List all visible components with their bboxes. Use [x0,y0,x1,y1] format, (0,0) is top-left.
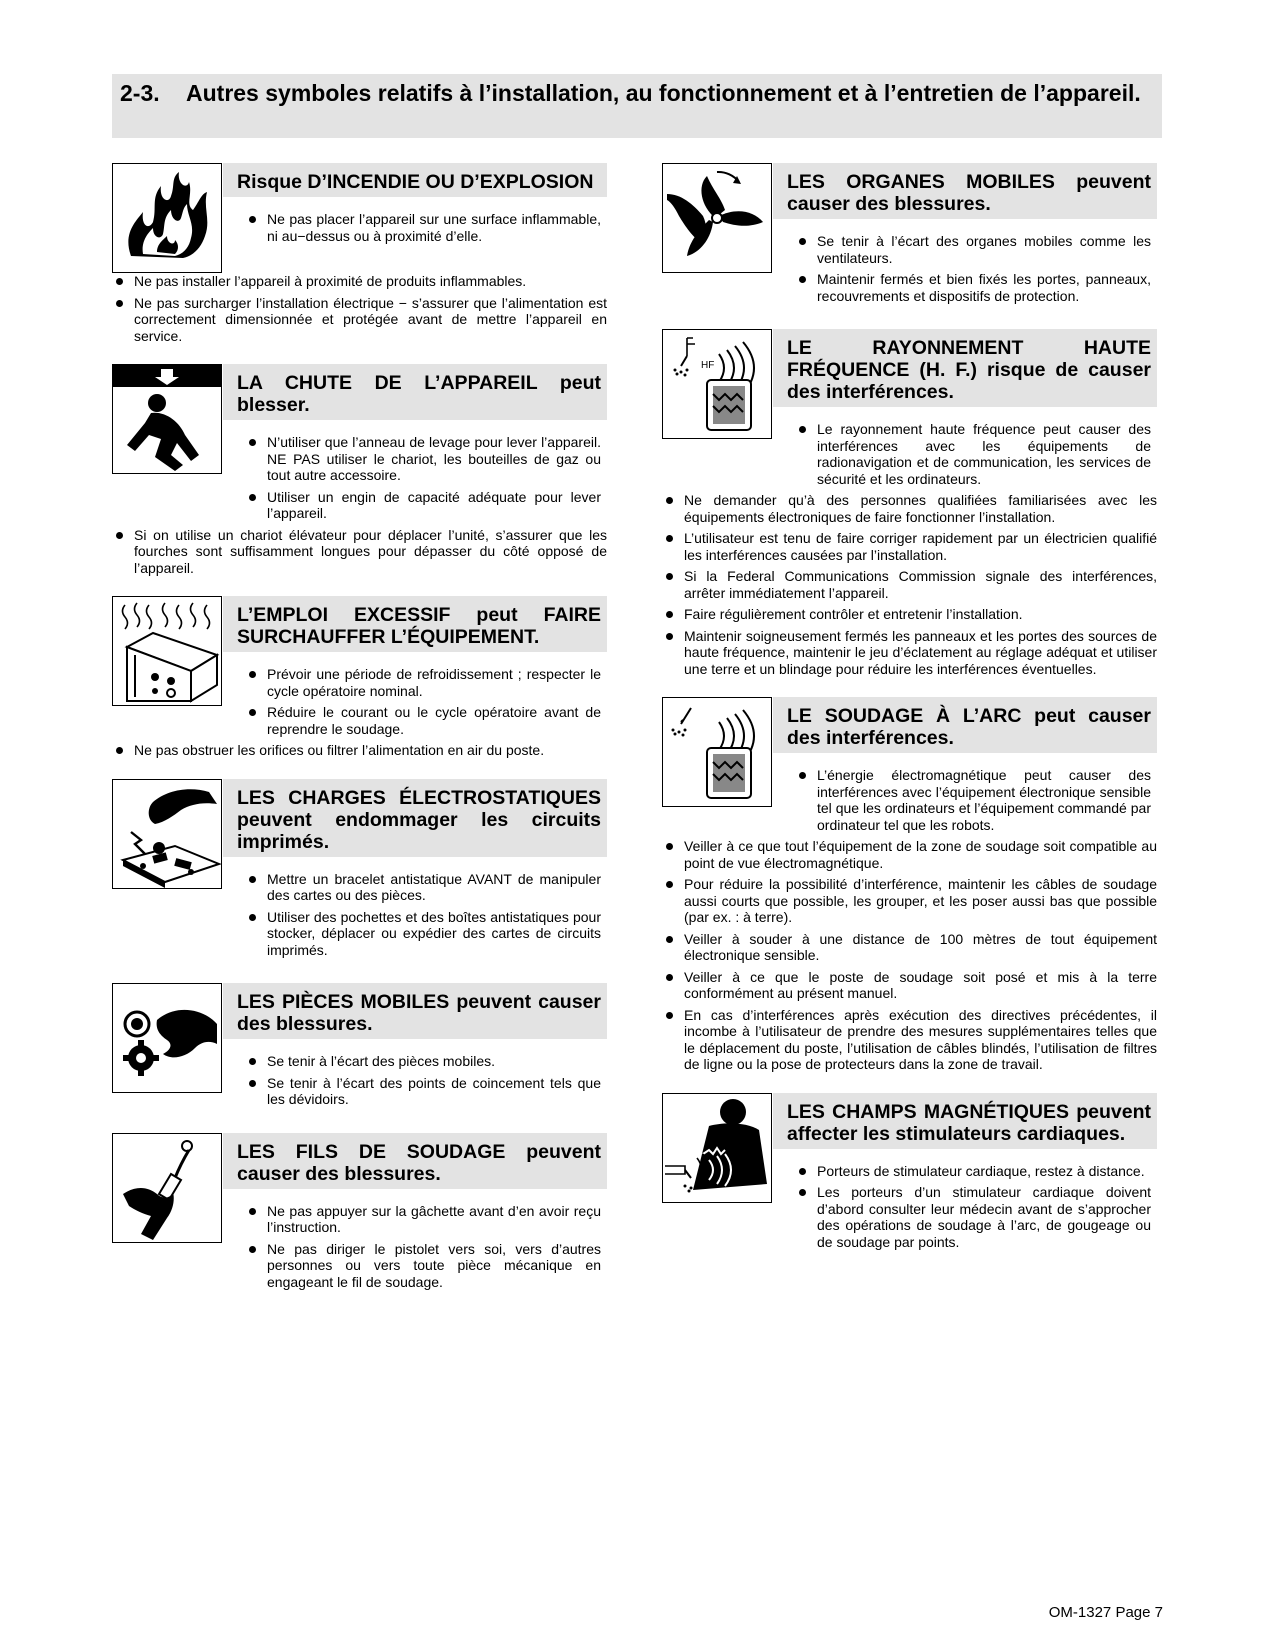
bullet-item: Prévoir une période de refroidissement ; respecter le cycle opératoire nominal. [245,666,601,699]
bullet-item: Veiller à ce que tout l’équipement de la zone de soudage soit compatible au point de vue électromagnétique. [662,838,1157,871]
hazard-content [773,697,1157,838]
hazard-block [662,163,1157,309]
hazard-content [223,596,607,742]
hazard-content [223,983,607,1113]
fan-blade-icon [662,163,772,273]
bullet-list [245,434,601,522]
hazard-heading: Risque D’INCENDIE OU D’EXPLOSION [223,163,607,197]
svg-text:HF: HF [701,360,715,371]
hazard-block [662,697,1157,838]
hazard-section [112,983,607,1113]
bullet-item: Ne demander qu’à des personnes qualifiées familiarisées avec les équipements électroniques de faire fonctionner l’installation. [662,492,1157,525]
full-width-bullet-list [662,838,1157,1073]
hazard-content [223,364,607,527]
hazard-content [773,163,1157,309]
full-width-bullet-list [112,742,607,759]
hazard-bullets [773,1163,1157,1251]
hazard-section [662,163,1157,309]
hazard-heading: L’EMPLOI EXCESSIF peut FAIRE SURCHAUFFER L’ÉQUIPEMENT. [223,596,607,652]
hazard-bullets [773,421,1157,487]
bullet-item: Ne pas installer l’appareil à proximité de produits inflammables. [112,273,607,290]
hazard-bullets [223,1053,607,1108]
bullet-item: Veiller à ce que le poste de soudage soit posé et mis à la terre conformément au présent manuel. [662,969,1157,1002]
bullet-list [245,871,601,959]
bullet-item: Ne pas diriger le pistolet vers soi, vers d’autres personnes ou vers toute pièce mécanique en engageant le fil de soudage. [245,1241,601,1291]
hazard-heading: LE SOUDAGE À L’ARC peut causer des interférences. [773,697,1157,753]
hazard-heading: LES CHARGES ÉLECTROSTATIQUES peuvent endommager les circuits imprimés. [223,779,607,857]
full-width-bullet-list [662,492,1157,677]
left-column [112,163,607,1315]
hazard-bullets [773,767,1157,833]
bullet-list [245,666,601,737]
section-title-bar [112,74,1162,138]
hazard-bullets [223,1203,607,1291]
bullet-list [795,767,1151,833]
bullet-item: L’utilisateur est tenu de faire corriger rapidement par un électricien qualifié les interférences causées par l’installation. [662,530,1157,563]
hazard-heading: LES ORGANES MOBILES peuvent causer des blessures. [773,163,1157,219]
hazard-heading: LES CHAMPS MAGNÉTIQUES peuvent affecter les stimulateurs cardiaques. [773,1093,1157,1149]
hazard-content [223,163,607,249]
bullet-item: Faire régulièrement contrôler et entretenir l’installation. [662,606,1157,623]
hazard-block [112,983,607,1113]
bullet-item: Utiliser un engin de capacité adéquate pour lever l’appareil. [245,489,601,522]
hazard-block [662,1093,1157,1256]
bullet-item: Mettre un bracelet antistatique AVANT de manipuler des cartes ou des pièces. [245,871,601,904]
hazard-bullets [223,211,607,244]
full-width-bullet-list [112,273,607,344]
hazard-content [223,1133,607,1296]
static-electricity-icon [112,779,222,889]
bullet-item: Réduire le courant ou le cycle opératoire avant de reprendre le soudage. [245,704,601,737]
bullet-list [795,1163,1151,1251]
bullet-item: L’énergie électromagnétique peut causer des interférences avec l’équipement électronique sensible tel que les ordinateurs et l’équipement commandé par ordinateur tel que les robots. [795,767,1151,833]
bullet-item: Si la Federal Communications Commission signale des interférences, arrêter immédiatement l’appareil. [662,568,1157,601]
pacemaker-magnetic-field-icon [662,1093,772,1203]
hazard-section [112,596,607,759]
hazard-content [773,329,1157,492]
fire-icon [112,163,222,273]
hazard-section [112,364,607,576]
hazard-bullets [223,434,607,522]
bullet-list [245,211,601,244]
hazard-block [112,163,607,273]
bullet-item: Ne pas surcharger l’installation électrique − s’assurer que l’alimentation est correctement dimensionnée et protégée avant de mettre l’appareil en service. [112,295,607,345]
bullet-item: Ne pas obstruer les orifices ou filtrer l’alimentation en air du poste. [112,742,607,759]
section-title: Autres symboles relatifs à l’installation, au fonctionnement et à l’entretien de l’appareil. [186,80,1141,106]
hazard-heading: LES PIÈCES MOBILES peuvent causer des blessures. [223,983,607,1039]
bullet-list [245,1203,601,1291]
hazard-block [662,329,1157,492]
bullet-item: N’utiliser que l’anneau de levage pour lever l’appareil. NE PAS utiliser le chariot, les bouteilles de gaz ou tout autre accessoire. [245,434,601,484]
bullet-item: Les porteurs d’un stimulateur cardiaque doivent d’abord consulter leur médecin avant de s’approcher des opérations de soudage à l’arc, de gougeage ou de soudage par points. [795,1184,1151,1250]
hazard-block [112,1133,607,1296]
page-footer: OM-1327 Page 7 [1048,1604,1163,1621]
hazard-section [112,779,607,964]
hazard-section [662,1093,1157,1256]
arc-interference-icon [662,697,772,807]
overheating-icon [112,596,222,706]
hazard-content [773,1093,1157,1256]
hazard-bullets [223,666,607,737]
bullet-item: Veiller à souder à une distance de 100 mètres de tout équipement électronique sensible. [662,931,1157,964]
hazard-content [223,779,607,964]
bullet-item: Porteurs de stimulateur cardiaque, restez à distance. [795,1163,1151,1180]
hazard-block [112,779,607,964]
bullet-item: Si on utilise un chariot élévateur pour déplacer l’unité, s’assurer que les fourches sont suffisamment longues pour dépasser du côté opposé de l’appareil. [112,527,607,577]
hazard-block [112,364,607,527]
bullet-list [795,233,1151,304]
hazard-heading: LE RAYONNEMENT HAUTE FRÉQUENCE (H. F.) risque de causer des interférences. [773,329,1157,407]
bullet-item: Ne pas placer l’appareil sur une surface inflammable, ni au−dessus ou à proximité d’elle. [245,211,601,244]
bullet-list [795,421,1151,487]
bullet-item: Utiliser des pochettes et des boîtes antistatiques pour stocker, déplacer ou expédier des cartes de circuits imprimés. [245,909,601,959]
bullet-item: Se tenir à l’écart des organes mobiles comme les ventilateurs. [795,233,1151,266]
hazard-bullets [773,233,1157,304]
bullet-item: En cas d’interférences après exécution des directives précédentes, il incombe à l’utilisateur de prendre des mesures supplémentaires telles que le déplacement du poste, l’utilisation de câbles blindés, l’utilisation de filtres de ligne ou la pose de protecteurs dans la zone de travail. [662,1007,1157,1073]
bullet-item: Ne pas appuyer sur la gâchette avant d’en avoir reçu l’instruction. [245,1203,601,1236]
hazard-section [662,697,1157,1073]
hazard-section [112,163,607,344]
bullet-list [245,1053,601,1108]
right-column [662,163,1157,1275]
hazard-heading: LA CHUTE DE L’APPAREIL peut blesser. [223,364,607,420]
high-frequency-icon [662,329,772,439]
hazard-bullets [223,871,607,959]
bullet-item: Pour réduire la possibilité d’interférence, maintenir les câbles de soudage aussi courts que possible, les grouper, et les poser aussi bas que possible (par ex. : à terre). [662,876,1157,926]
hazard-section [112,1133,607,1296]
section-number: 2-3. [120,80,160,106]
full-width-bullet-list [112,527,607,577]
hazard-heading: LES FILS DE SOUDAGE peuvent causer des blessures. [223,1133,607,1189]
bullet-item: Le rayonnement haute fréquence peut causer des interférences avec les équipements de radionavigation et de communication, les services de sécurité et les ordinateurs. [795,421,1151,487]
falling-equipment-icon [112,364,222,474]
bullet-item: Maintenir soigneusement fermés les panneaux et les portes des sources de haute fréquence, maintenir le jeu d’éclatement au réglage adéquat et utiliser une terre et un blindage pour réduire les interférences éventuelles. [662,628,1157,678]
bullet-item: Se tenir à l’écart des pièces mobiles. [245,1053,601,1070]
hazard-block [112,596,607,742]
welding-wire-icon [112,1133,222,1243]
moving-parts-icon [112,983,222,1093]
bullet-item: Maintenir fermés et bien fixés les portes, panneaux, recouvrements et dispositifs de protection. [795,271,1151,304]
hazard-section [662,329,1157,677]
bullet-item: Se tenir à l’écart des points de coincement tels que les dévidoirs. [245,1075,601,1108]
